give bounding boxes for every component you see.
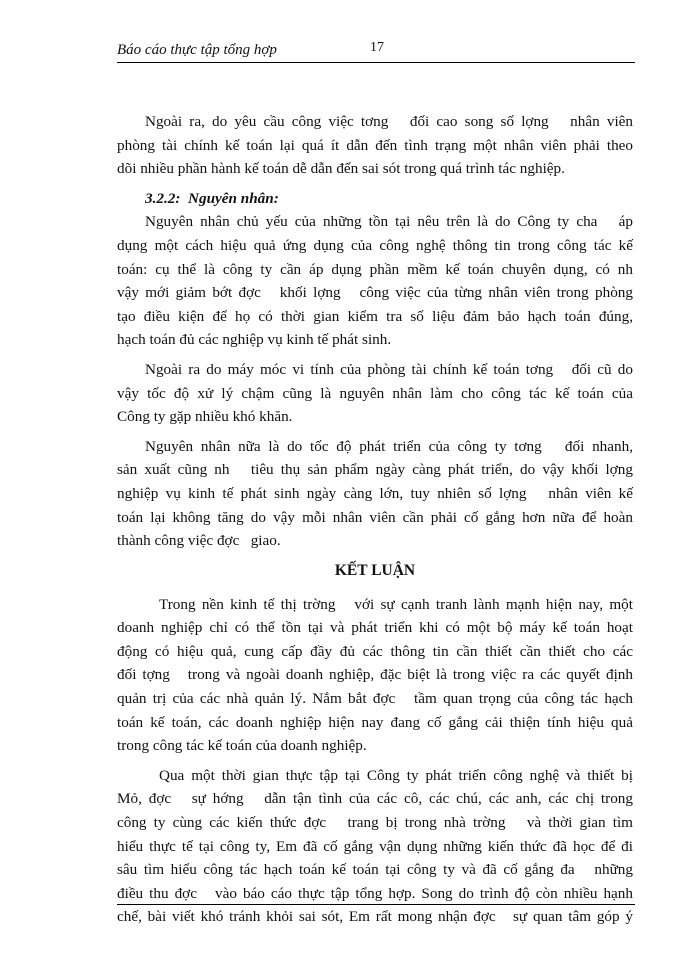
text-line: sâu tìm hiểu công tác hạch toán kế toán tại công ty và đã cố gắng đa những bbox=[117, 861, 633, 879]
text-line: vậy tốc độ xử lý chậm cũng là nguyên nhân làm cho công tác kế toán của bbox=[117, 384, 633, 402]
paragraph bbox=[117, 210, 633, 352]
text-line: Công ty gặp nhiều khó khăn. bbox=[117, 408, 293, 426]
paragraph bbox=[117, 358, 633, 429]
text-line: Ngoài ra, do yêu cầu công việc tơng đối cao song số lợng nhân viên bbox=[145, 113, 633, 130]
text-line: nghiệp vụ kinh tế phát sinh ngày càng lớn, tuy nhiên số lợng nhân viên kế bbox=[117, 484, 633, 502]
paragraph bbox=[117, 435, 633, 553]
text-line: trong công tác kế toán của doanh nghiệp. bbox=[117, 737, 367, 755]
text-line: thành công việc đợc giao. bbox=[117, 532, 281, 550]
text-line: phòng tài chính kế toán lại quá ít dẫn đến tình trạng một nhân viên phải theo bbox=[117, 136, 633, 154]
text-line: Trong nền kinh tế thị trờng với sự cạnh tranh lành mạnh hiện nay, một bbox=[159, 595, 633, 613]
paragraph bbox=[117, 593, 633, 758]
text-line: doanh nghiệp chỉ có thể tồn tại và phát triển khi có một bộ máy kế toán hoạt bbox=[117, 619, 633, 637]
text-line: tạo điều kiện để họ có thời gian kiểm tra số liệu đảm bảo hạch toán đúng, bbox=[117, 307, 633, 325]
text-line: dõi nhiều phần hành kế toán dễ dẫn đến sai sót trong quá trình tác nghiệp. bbox=[117, 160, 565, 178]
footer-rule bbox=[117, 904, 635, 905]
text-line: công ty cùng các kiến thức đợc trang bị trong nhà trờng và thời gian tìm bbox=[117, 814, 633, 832]
text-line: toán: cụ thể là công ty cần áp dụng phần mềm kế toán chuyên dụng, có nh bbox=[117, 260, 633, 278]
paragraph bbox=[117, 110, 633, 181]
text-line: điều thu đợc vào báo cáo thực tập tổng hợp. Song do trình độ còn nhiều hạnh bbox=[117, 884, 633, 902]
text-line: chế, bài viết khó tránh khỏi sai sót, Em rất mong nhận đợc sự quan tâm góp ý bbox=[117, 908, 633, 926]
text-line: Mỏ, đợc sự hớng dẫn tận tình của các cô, các chú, các anh, các chị trong bbox=[117, 790, 633, 808]
text-line: Qua một thời gian thực tập tại Công ty phát triển công nghệ và thiết bị bbox=[159, 766, 633, 784]
header-rule bbox=[117, 62, 635, 63]
page-header bbox=[117, 40, 635, 62]
text-line: Nguyên nhân nữa là do tốc độ phát triển của công ty tơng đối nhanh, bbox=[145, 437, 633, 455]
text-line: quản trị của các nhà quản lý. Nắm bắt đợc tầm quan trọng của công tác hạch bbox=[117, 690, 633, 708]
text-line: sản xuất cũng nh tiêu thụ sản phẩm ngày càng phát triển, do vậy khối lợng bbox=[117, 461, 633, 479]
text-line: toán lại không tăng do vậy mỗi nhân viên cần phải cố gắng hơn nữa để hoàn bbox=[117, 508, 633, 526]
header-title: Báo cáo thực tập tổng hợp bbox=[117, 42, 277, 58]
text-line: dụng một cách hiệu quả ứng dụng của công nghệ thông tin trong công tác kế bbox=[117, 236, 633, 254]
text-line: động có hiệu quả, cung cấp đầy đủ các thông tin cần thiết cần thiết cho các bbox=[117, 642, 633, 660]
page-number: 17 bbox=[370, 40, 384, 55]
document-body bbox=[117, 110, 633, 935]
text-line: Ngoài ra do máy móc vi tính của phòng tài chính kế toán tơng đối cũ do bbox=[145, 360, 633, 378]
text-line: hiểu thực tế tại công ty, Em đã cố gắng vận dụng những kiến thức đã học để đi bbox=[117, 837, 633, 855]
conclusion-heading: KẾT LUẬN bbox=[334, 561, 416, 579]
text-line: toán kế toán, các doanh nghiệp hiện nay đang cố gắng cải thiện tính hiệu quả bbox=[117, 713, 633, 731]
text-line: Nguyên nhân chủ yếu của những tồn tại nêu trên là do Công ty cha áp bbox=[145, 213, 633, 231]
subheading: 3.2.2: Nguyên nhân: bbox=[145, 189, 279, 207]
text-line: đối tợng trong và ngoài doanh nghiệp, đặc biệt là trong việc ra các quyết định bbox=[117, 666, 633, 684]
text-line: vậy mới giảm bớt đợc khối lợng công việc của từng nhân viên trong phòng bbox=[117, 284, 633, 302]
text-line: hạch toán đủ các nghiệp vụ kinh tế phát sinh. bbox=[117, 331, 392, 349]
